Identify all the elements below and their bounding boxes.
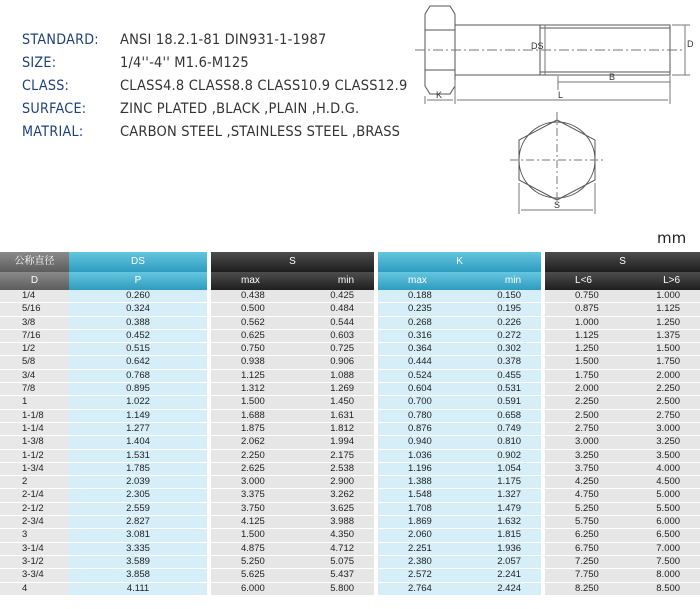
table-cell: 5/8 [0,356,69,369]
table-cell: 2-3/4 [0,516,69,529]
table-cell: 1-1/4 [0,422,69,435]
table-row [0,383,700,396]
table-cell: 5.250 [545,502,623,515]
table-cell: 1.936 [459,542,541,555]
table-cell: 2-1/2 [0,502,69,515]
table-cell: 0.500 [211,303,292,316]
table-cell: 7/16 [0,329,69,342]
table-cell: 1.750 [623,356,700,369]
spec-value: ZINC PLATED ,BLACK ,PLAIN ,H.D.G. [120,100,360,117]
table-cell: 1.125 [211,369,292,382]
table-cell: 1.815 [459,529,541,542]
table-cell: 3.081 [69,529,207,542]
table-cell: 1.054 [459,462,541,475]
spec-label: SIZE: [22,54,57,71]
table-cell: 3.988 [292,516,374,529]
table-cell: 0.524 [378,369,459,382]
table-cell: 2.559 [69,502,207,515]
table-cell: 0.226 [459,316,541,329]
bolt-dimension-table [0,252,700,596]
spec-row-standard [22,28,439,51]
table-cell: 0.316 [378,329,459,342]
table-cell: 2.500 [545,409,623,422]
dim-label-b: B [609,72,616,82]
table-cell: 0.810 [459,436,541,449]
table-cell: 2.062 [211,436,292,449]
table-cell: 0.260 [69,290,207,303]
table-cell: 0.642 [69,356,207,369]
table-row [0,316,700,329]
table-cell: 2.305 [69,489,207,502]
table-cell: 3.000 [623,422,700,435]
table-cell: 4.500 [623,476,700,489]
table-cell: 4.750 [545,489,623,502]
table-cell: 0.268 [378,316,459,329]
table-cell: 1.327 [459,489,541,502]
header-l-lt6: L<6 [545,272,623,290]
table-cell: 2.057 [459,555,541,568]
table-cell: 5.075 [292,555,374,568]
header-s: S [211,252,374,272]
table-row [0,369,700,382]
table-cell: 2.538 [292,462,374,475]
table-cell: 1.022 [69,396,207,409]
table-cell: 1.000 [545,316,623,329]
spec-value: CLASS4.8 CLASS8.8 CLASS10.9 CLASS12.9 [120,77,408,94]
table-cell: 0.150 [459,290,541,303]
table-group-header [0,252,700,272]
unit-label: mm [657,229,687,247]
spec-label: MATRIAL: [22,123,84,140]
table-cell: 3.750 [211,502,292,515]
table-cell: 0.531 [459,383,541,396]
table-cell: 1.750 [545,369,623,382]
table-cell: 1.125 [623,303,700,316]
table-cell: 1.375 [623,329,700,342]
table-cell: 4 [0,582,69,595]
header-s-min: min [292,272,374,290]
table-cell: 5.437 [292,569,374,582]
table-cell: 0.272 [459,329,541,342]
table-row [0,449,700,462]
table-cell: 0.938 [211,356,292,369]
table-cell: 0.455 [459,369,541,382]
table-cell: 1-1/8 [0,409,69,422]
spec-value: 1/4''-4'' M1.6-M125 [120,54,249,71]
table-cell: 3.335 [69,542,207,555]
table-cell: 1.450 [292,396,374,409]
table-cell: 2.764 [378,582,459,595]
header-k: K [378,252,541,272]
table-cell: 1.125 [545,329,623,342]
dim-label-ds: DS [531,41,544,51]
table-cell: 2.250 [211,449,292,462]
table-cell: 1.250 [623,316,700,329]
header-ds: DS [69,252,207,272]
table-cell: 2.000 [545,383,623,396]
table-cell: 0.235 [378,303,459,316]
table-cell: 0.515 [69,343,207,356]
table-cell: 3.750 [545,462,623,475]
table-cell: 0.749 [459,422,541,435]
table-cell: 2.424 [459,582,541,595]
table-cell: 2.380 [378,555,459,568]
table-cell: 1.500 [211,396,292,409]
table-cell: 1.631 [292,409,374,422]
header-ds-p: P [69,272,207,290]
table-cell: 8.500 [623,582,700,595]
table-cell: 1.404 [69,436,207,449]
table-row [0,476,700,489]
table-cell: 1.479 [459,502,541,515]
table-cell: 2.039 [69,476,207,489]
table-cell: 1.149 [69,409,207,422]
spec-label: CLASS: [22,77,70,94]
table-cell: 0.750 [545,290,623,303]
table-cell: 0.378 [459,356,541,369]
table-cell: 1.994 [292,436,374,449]
table-cell: 2.250 [623,383,700,396]
table-cell: 1-3/8 [0,436,69,449]
table-cell: 5.750 [545,516,623,529]
bolt-drawing [410,0,700,225]
table-row [0,502,700,515]
table-cell: 1.269 [292,383,374,396]
table-cell: 3.858 [69,569,207,582]
table-cell: 4.111 [69,582,207,595]
table-cell: 2.750 [545,422,623,435]
table-cell: 3/8 [0,316,69,329]
table-row [0,516,700,529]
table-cell: 2.750 [623,409,700,422]
table-cell: 1.088 [292,369,374,382]
table-cell: 5.500 [623,502,700,515]
header-s-max: max [211,272,292,290]
table-cell: 1.250 [545,343,623,356]
header-d-top: 公称直径 [0,252,69,272]
table-cell: 1/4 [0,290,69,303]
dim-label-d: D [687,39,694,49]
table-row [0,462,700,475]
table-cell: 0.544 [292,316,374,329]
table-row [0,489,700,502]
header-k-min: min [459,272,541,290]
table-cell: 6.500 [623,529,700,542]
table-row [0,329,700,342]
table-cell: 1.548 [378,489,459,502]
table-row [0,303,700,316]
table-cell: 0.876 [378,422,459,435]
table-cell: 0.902 [459,449,541,462]
table-cell: 4.712 [292,542,374,555]
table-cell: 3.000 [211,476,292,489]
table-cell: 0.324 [69,303,207,316]
table-cell: 1.688 [211,409,292,422]
table-cell: 0.444 [378,356,459,369]
table-cell: 3-3/4 [0,569,69,582]
table-cell: 3.375 [211,489,292,502]
table-cell: 4.000 [623,462,700,475]
table-cell: 6.750 [545,542,623,555]
table-cell: 0.425 [292,290,374,303]
header-l-gt6: L>6 [623,272,700,290]
dim-label-s: S [554,200,561,210]
table-cell: 1.196 [378,462,459,475]
table-cell: 2.900 [292,476,374,489]
table-cell: 2.250 [545,396,623,409]
table-row [0,290,700,303]
table-cell: 2.572 [378,569,459,582]
table-cell: 3.262 [292,489,374,502]
spec-row-class [22,74,439,97]
table-cell: 0.604 [378,383,459,396]
table-row [0,356,700,369]
table-cell: 1 [0,396,69,409]
table-cell: 2-1/4 [0,489,69,502]
table-cell: 0.750 [211,343,292,356]
table-cell: 3-1/2 [0,555,69,568]
table-cell: 0.562 [211,316,292,329]
table-row [0,436,700,449]
table-cell: 0.438 [211,290,292,303]
table-cell: 2.827 [69,516,207,529]
table-cell: 6.000 [211,582,292,595]
table-cell: 0.302 [459,343,541,356]
spec-row-surface [22,97,439,120]
table-cell: 7.000 [623,542,700,555]
table-row [0,555,700,568]
table-cell: 0.484 [292,303,374,316]
table-cell: 4.125 [211,516,292,529]
table-cell: 6.250 [545,529,623,542]
table-row [0,542,700,555]
table-row [0,409,700,422]
table-cell: 8.000 [623,569,700,582]
header-d-bottom: D [0,272,69,290]
table-cell: 7/8 [0,383,69,396]
table-cell: 1.869 [378,516,459,529]
table-cell: 1.632 [459,516,541,529]
table-cell: 0.188 [378,290,459,303]
table-cell: 1.036 [378,449,459,462]
table-cell: 7.250 [545,555,623,568]
table-cell: 0.768 [69,369,207,382]
table-cell: 1-1/2 [0,449,69,462]
table-cell: 1.277 [69,422,207,435]
table-cell: 2.625 [211,462,292,475]
spec-value: ANSI 18.2.1-81 DIN931-1-1987 [120,31,327,48]
table-cell: 3.500 [623,449,700,462]
table-cell: 3.250 [623,436,700,449]
table-cell: 7.750 [545,569,623,582]
table-cell: 0.658 [459,409,541,422]
table-cell: 2.000 [623,369,700,382]
table-cell: 2 [0,476,69,489]
table-cell: 0.388 [69,316,207,329]
table-cell: 3.589 [69,555,207,568]
table-row [0,529,700,542]
table-cell: 1.500 [623,343,700,356]
table-cell: 7.500 [623,555,700,568]
table-cell: 5.625 [211,569,292,582]
table-cell: 1/2 [0,343,69,356]
table-cell: 0.195 [459,303,541,316]
table-cell: 1.312 [211,383,292,396]
table-cell: 1.500 [211,529,292,542]
spec-row-material [22,120,439,143]
dim-label-k: K [436,90,443,100]
table-cell: 1.388 [378,476,459,489]
table-cell: 0.906 [292,356,374,369]
table-row [0,569,700,582]
table-cell: 4.250 [545,476,623,489]
table-cell: 2.060 [378,529,459,542]
spec-label: STANDARD: [22,31,99,48]
table-row [0,396,700,409]
table-cell: 1-3/4 [0,462,69,475]
table-cell: 1.500 [545,356,623,369]
table-cell: 0.700 [378,396,459,409]
table-cell: 8.250 [545,582,623,595]
spec-value: CARBON STEEL ,STAINLESS STEEL ,BRASS [120,123,401,140]
table-cell: 0.591 [459,396,541,409]
table-cell: 2.251 [378,542,459,555]
table-row [0,343,700,356]
table-cell: 0.603 [292,329,374,342]
table-sub-header [0,272,700,290]
table-cell: 0.940 [378,436,459,449]
table-cell: 1.000 [623,290,700,303]
table-row [0,422,700,435]
spec-label: SURFACE: [22,100,87,117]
table-cell: 0.625 [211,329,292,342]
table-cell: 2.175 [292,449,374,462]
table-cell: 0.725 [292,343,374,356]
table-cell: 3-1/4 [0,542,69,555]
table-cell: 3.250 [545,449,623,462]
table-cell: 1.708 [378,502,459,515]
table-cell: 1.785 [69,462,207,475]
table-cell: 0.895 [69,383,207,396]
table-cell: 3/4 [0,369,69,382]
table-cell: 1.531 [69,449,207,462]
table-cell: 0.364 [378,343,459,356]
table-cell: 3 [0,529,69,542]
table-cell: 3.625 [292,502,374,515]
header-k-max: max [378,272,459,290]
table-cell: 5.000 [623,489,700,502]
header-l: S [545,252,700,272]
table-cell: 3.000 [545,436,623,449]
table-cell: 5/16 [0,303,69,316]
table-cell: 5.250 [211,555,292,568]
table-cell: 0.875 [545,303,623,316]
table-cell: 5.800 [292,582,374,595]
table-cell: 0.452 [69,329,207,342]
table-cell: 1.175 [459,476,541,489]
table-cell: 1.812 [292,422,374,435]
spec-row-size [22,51,439,74]
table-cell: 4.350 [292,529,374,542]
table-cell: 0.780 [378,409,459,422]
dim-label-l: L [558,90,564,100]
table-row [0,582,700,595]
table-cell: 4.875 [211,542,292,555]
spec-list [22,28,439,143]
table-cell: 2.500 [623,396,700,409]
table-cell: 6.000 [623,516,700,529]
table-cell: 2.241 [459,569,541,582]
table-cell: 1.875 [211,422,292,435]
